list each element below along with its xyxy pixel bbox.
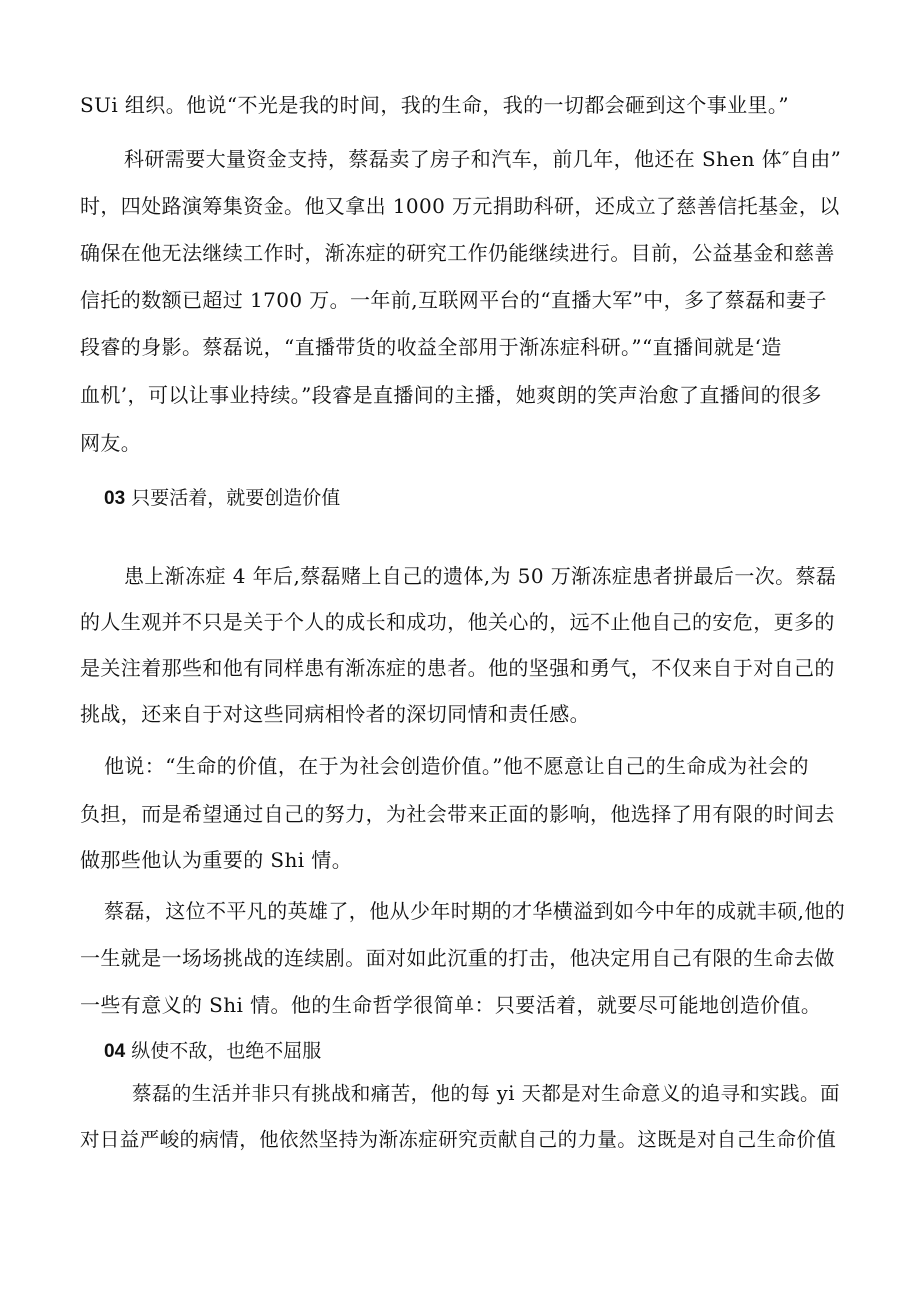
paragraph-3-line-3: 是关注着那些和他有同样患有渐冻症的患者。他的坚强和勇气，不仅来自于对自己的	[80, 656, 835, 680]
paragraph-2-line-3: 确保在他无法继续工作时，渐冻症的研究工作仍能继续进行。目前，公益基金和慈善	[80, 241, 835, 265]
paragraph-2-line-4: 信托的数额已超过 1700 万。一年前,互联网平台的“直播大军”中，多了蔡磊和妻子	[80, 288, 827, 312]
paragraph-3-line-1: 患上渐冻症 4 年后,蔡磊赌上自己的遗体,为 50 万渐冻症患者拼最后一次。蔡磊	[124, 564, 837, 588]
paragraph-2-line-7: 网友。	[80, 431, 142, 455]
paragraph-1-line-1: SUi 组织。他说“不光是我的时间，我的生命，我的一切都会砸到这个事业里。”	[80, 93, 789, 117]
paragraph-3-line-4: 挑战，还来自于对这些同病相怜者的深切同情和责任感。	[80, 702, 590, 726]
paragraph-2-line-6: 血机’，可以让事业持续。”段睿是直播间的主播，她爽朗的笑声治愈了直播间的很多	[80, 383, 822, 407]
paragraph-6-line-2: 对日益严峻的病情，他依然坚持为渐冻症研究贡献自己的力量。这既是对自己生命价值	[80, 1128, 837, 1151]
paragraph-6-line-1: 蔡磊的生活并非只有挑战和痛苦，他的每 yi 天都是对生命意义的追寻和实践。面	[132, 1082, 840, 1105]
paragraph-2-line-1: 科研需要大量资金支持，蔡磊卖了房子和汽车，前几年，他还在 Shen 体″自由”	[124, 147, 842, 171]
paragraph-5-line-2: 一生就是一场场挑战的连续剧。面对如此沉重的打击，他决定用自己有限的生命去做	[80, 946, 835, 970]
section-03-number: 03	[104, 488, 126, 509]
paragraph-5-line-1: 蔡磊，这位不平凡的英雄了，他从少年时期的才华横溢到如今中年的成就丰硕,他的	[104, 899, 846, 923]
paragraph-2-line-2: 时，四处路演筹集资金。他又拿出 1000 万元捐助科研，还成立了慈善信托基金，以	[80, 194, 840, 218]
section-04-number: 04	[104, 1041, 126, 1062]
paragraph-4-line-3: 做那些他认为重要的 Shi 情。	[80, 848, 353, 872]
section-04-title: 纵使不敌，也绝不屈服	[131, 1040, 322, 1062]
paragraph-4-line-1: 他说：“生命的价值，在于为社会创造价值。”他不愿意让自己的生命成为社会的	[104, 754, 809, 778]
section-03-title: 只要活着，就要创造价值	[131, 487, 341, 509]
section-03-heading	[104, 484, 340, 513]
section-04-heading	[104, 1037, 321, 1066]
paragraph-2-line-5: 段睿的身影。蔡磊说，“直播带货的收益全部用于渐冻症科研。”“直播间就是‘造	[80, 335, 782, 359]
paragraph-4-line-2: 负担，而是希望通过自己的努力，为社会带来正面的影响，他选择了用有限的时间去	[80, 802, 835, 826]
paragraph-3-line-2: 的人生观并不只是关于个人的成长和成功，他关心的，远不止他自己的安危，更多的	[80, 610, 835, 634]
paragraph-5-line-3: 一些有意义的 Shi 情。他的生命哲学很简单：只要活着，就要尽可能地创造价值。	[80, 993, 822, 1017]
